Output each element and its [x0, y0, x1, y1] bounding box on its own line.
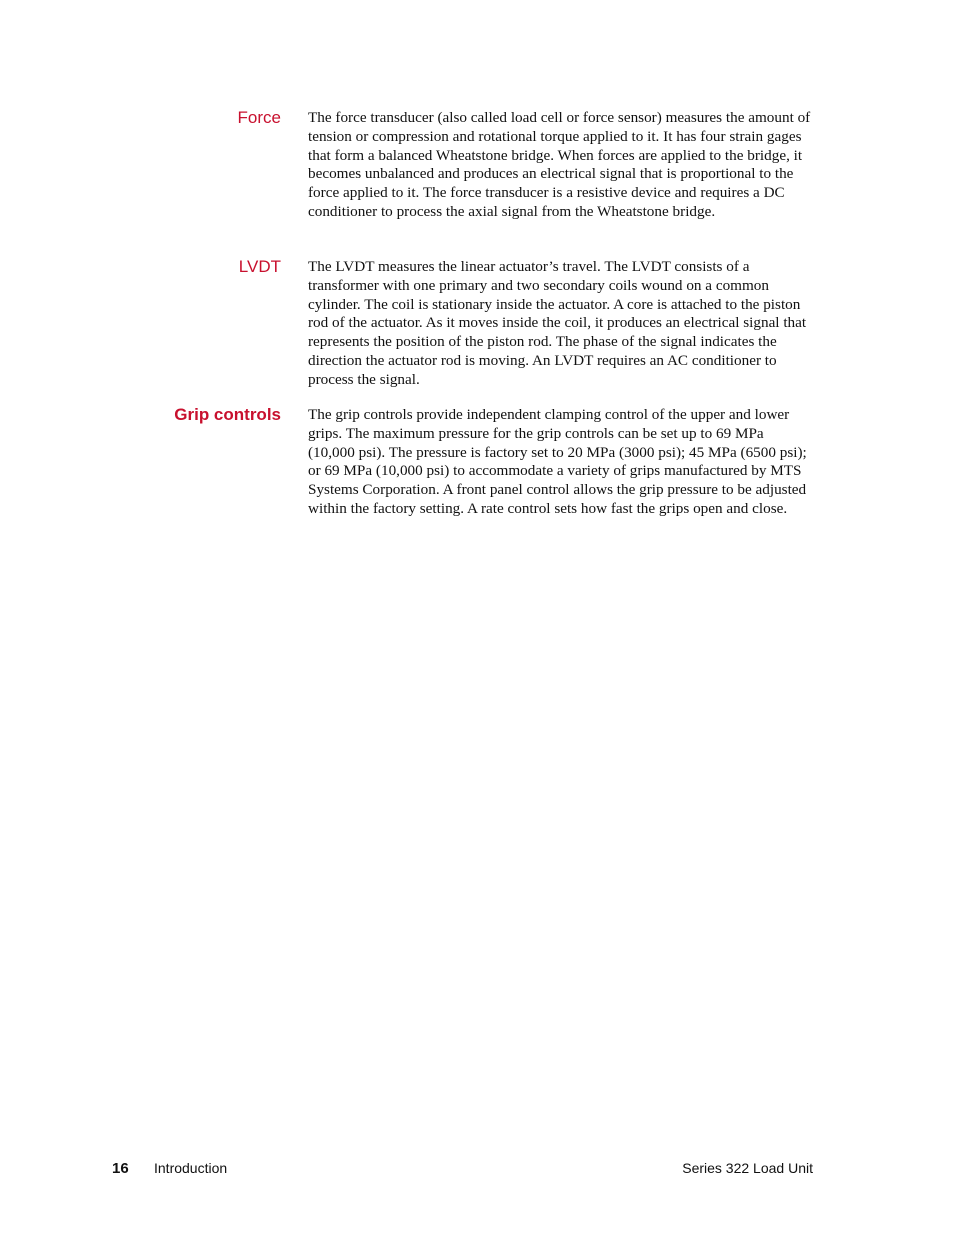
page-footer	[0, 1158, 954, 1180]
section-heading-lvdt: LVDT	[238, 257, 281, 276]
document-title: Series 322 Load Unit	[682, 1160, 813, 1176]
section-heading-force: Force	[237, 108, 281, 127]
section-body-lvdt: The LVDT measures the linear actuator’s travel. The LVDT consists of a transformer with one primary and two secondary coils wound on a common cylinder. The coil is stationary inside the actuator. A core is attached to the piston rod of the actuator. As it moves inside the coil, it produces an electrical signal that represents the position of the piston rod. The phase of the signal indicates the direction the actuator rod is moving. An LVDT requires an AC conditioner to process the signal.	[308, 258, 807, 388]
page-number: 16	[112, 1160, 129, 1177]
chapter-name: Introduction	[154, 1160, 228, 1176]
section-body-grip-controls: The grip controls provide independent clamping control of the upper and lower grips. The maximum pressure for the grip controls can be set up to 69 MPa (10,000 psi). The pressure is factory set to 20 MPa (3000 psi); 45 MPa (6500 psi); or 69 MPa (10,000 psi) to accommodate a variety of grips manufactured by MTS Systems Corporation. A front panel control allows the grip pressure to be adjusted within the factory setting. A rate control sets how fast the grips open and close.	[308, 406, 807, 517]
section-body-force: The force transducer (also called load cell or force sensor) measures the amount of tension or compression and rotational torque applied to it. It has four strain gages that form a balanced Wheatstone bridge. When forces are applied to the bridge, it becomes unbalanced and produces an electrical signal that is proportional to the force applied to it. The force transducer is a resistive device and requires a DC conditioner to process the axial signal from the Wheatstone bridge.	[308, 109, 811, 220]
section-heading-grip-controls: Grip controls	[174, 405, 281, 424]
